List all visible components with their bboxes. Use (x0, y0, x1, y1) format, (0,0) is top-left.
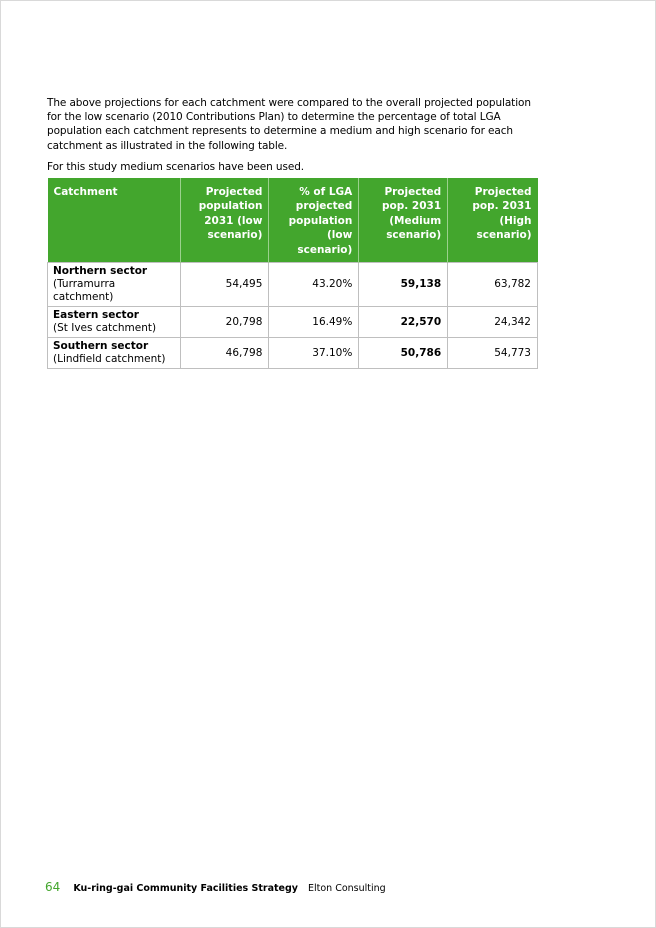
lga-percentage-cell: 16.49% (269, 307, 359, 338)
intro-paragraph-note: For this study medium scenarios have been used. (47, 160, 305, 173)
table-header-row (48, 178, 538, 263)
lga-percentage-cell: 37.10% (269, 338, 359, 369)
high-population-cell: 63,782 (448, 263, 538, 307)
population-scenarios-table (47, 178, 538, 369)
low-population-cell: 20,798 (180, 307, 269, 338)
header-lga-percentage: % of LGA projected population (low scenario) (269, 178, 359, 263)
high-population-cell: 54,773 (448, 338, 538, 369)
page-footer (45, 880, 386, 894)
low-population-cell: 54,495 (180, 263, 269, 307)
sector-name: Northern sector (53, 265, 148, 278)
document-title: Ku-ring-gai Community Facilities Strategy (73, 883, 298, 894)
table-row (48, 338, 538, 369)
intro-text (47, 96, 537, 181)
table-row (48, 263, 538, 307)
lga-percentage-cell: 43.20% (269, 263, 359, 307)
low-population-cell: 46,798 (180, 338, 269, 369)
medium-population-cell: 50,786 (359, 338, 448, 369)
sector-name: Southern sector (53, 340, 149, 353)
sector-catchment: (Lindfield catchment) (53, 353, 166, 366)
medium-population-cell: 22,570 (359, 307, 448, 338)
header-medium-population: Projected pop. 2031 (Medium scenario) (359, 178, 448, 263)
header-low-population: Projected population 2031 (low scenario) (180, 178, 269, 263)
document-author: Elton Consulting (308, 883, 386, 894)
header-catchment: Catchment (48, 178, 181, 263)
table-row (48, 307, 538, 338)
sector-catchment: (St Ives catchment) (53, 322, 157, 335)
catchment-cell (48, 307, 181, 338)
sector-name: Eastern sector (53, 309, 139, 322)
header-high-population: Projected pop. 2031 (High scenario) (448, 178, 538, 263)
medium-population-cell: 59,138 (359, 263, 448, 307)
catchment-cell (48, 338, 181, 369)
page-number: 64 (45, 880, 61, 894)
high-population-cell: 24,342 (448, 307, 538, 338)
catchment-cell (48, 263, 181, 307)
sector-catchment: (Turramurra catchment) (53, 278, 116, 304)
intro-paragraph: The above projections for each catchment were compared to the overall projected population for the low scenario (2010 Contributions Plan) to determine the percentage of total LGA population each catchment represents to determine a medium and high scenario for each catchment as illustrated in the following table. (47, 97, 531, 152)
